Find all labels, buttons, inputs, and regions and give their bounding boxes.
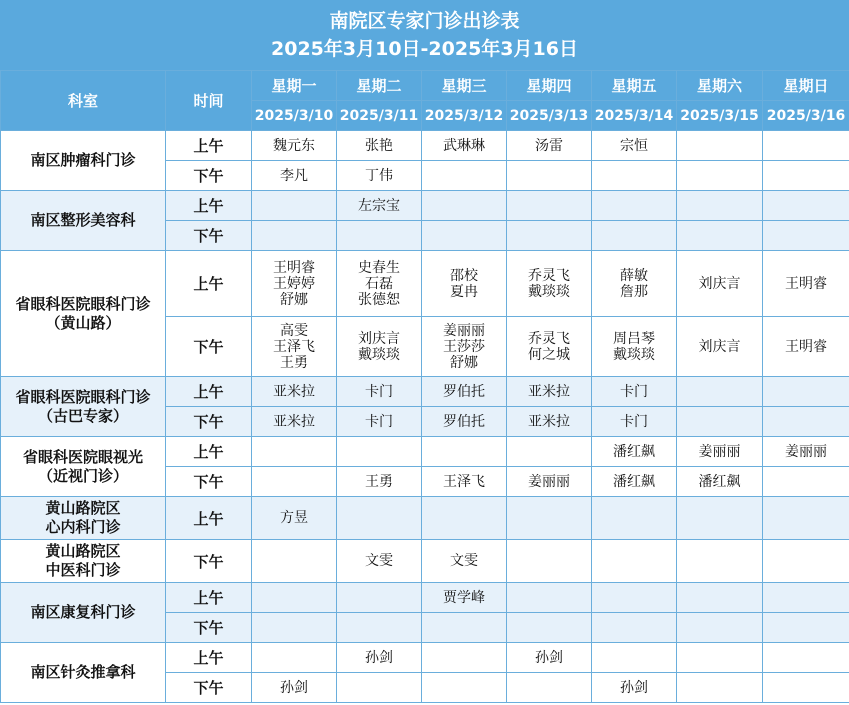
doctor-cell	[337, 467, 422, 497]
schedule-title	[0, 0, 849, 70]
doctor-cell	[677, 191, 763, 221]
doctor-name: 亚米拉	[273, 383, 315, 400]
header-day-name: 星期一	[252, 71, 337, 101]
doctor-cell	[677, 317, 763, 377]
session-time: 上午	[166, 437, 252, 467]
doctor-cell	[422, 251, 507, 317]
doctor-cell	[252, 161, 337, 191]
doctor-cell	[507, 191, 592, 221]
doctor-cell	[422, 407, 507, 437]
doctor-name: 贾学峰	[443, 589, 485, 606]
header-day-date: 2025/3/11	[337, 101, 422, 131]
doctor-name: 卡门	[365, 413, 393, 430]
doctor-cell	[763, 673, 849, 703]
doctor-name: 何之城	[528, 346, 570, 363]
header-day-date: 2025/3/12	[422, 101, 507, 131]
session-time: 上午	[166, 191, 252, 221]
doctor-cell	[592, 221, 677, 251]
doctor-cell	[422, 643, 507, 673]
department-name-line: 心内科门诊	[45, 518, 121, 536]
doctor-name: 王明睿	[785, 338, 827, 355]
doctor-cell	[763, 377, 849, 407]
schedule-row	[1, 131, 849, 161]
doctor-cell	[677, 643, 763, 673]
doctor-cell	[252, 467, 337, 497]
session-time: 下午	[166, 673, 252, 703]
doctor-cell	[592, 467, 677, 497]
doctor-name: 刘庆言	[358, 330, 400, 347]
doctor-name: 张艳	[365, 137, 393, 154]
department-name-line: 黄山路院区	[45, 499, 121, 517]
schedule-row	[1, 191, 849, 221]
schedule-row	[1, 251, 849, 317]
session-time: 下午	[166, 317, 252, 377]
department-name-line: 南区肿瘤科门诊	[30, 151, 136, 169]
doctor-name: 丁伟	[365, 167, 393, 184]
department-name	[1, 540, 166, 583]
doctor-cell	[507, 317, 592, 377]
department-name	[1, 131, 166, 191]
doctor-cell	[677, 161, 763, 191]
doctor-cell	[337, 251, 422, 317]
department-name-line: 省眼科医院眼科门诊	[15, 387, 151, 406]
doctor-cell	[422, 377, 507, 407]
doctor-cell	[422, 613, 507, 643]
department-name	[1, 377, 166, 437]
doctor-name: 左宗宝	[358, 197, 400, 214]
doctor-name: 高雯	[280, 322, 308, 339]
doctor-cell	[252, 613, 337, 643]
doctor-cell	[592, 251, 677, 317]
doctor-name: 潘红飙	[613, 473, 655, 490]
doctor-cell	[677, 251, 763, 317]
doctor-name: 周吕琴	[613, 330, 655, 347]
doctor-name: 姜丽丽	[785, 443, 827, 460]
doctor-cell	[337, 643, 422, 673]
session-time: 上午	[166, 131, 252, 161]
doctor-cell	[763, 540, 849, 583]
doctor-cell	[507, 467, 592, 497]
doctor-cell	[422, 437, 507, 467]
doctor-name: 卡门	[620, 413, 648, 430]
department-name-line: （古巴专家）	[37, 406, 128, 425]
department-name-line: 省眼科医院眼科门诊	[15, 294, 151, 313]
session-time: 上午	[166, 583, 252, 613]
doctor-cell	[592, 377, 677, 407]
doctor-cell	[763, 191, 849, 221]
doctor-name: 文雯	[365, 553, 393, 569]
doctor-cell	[337, 437, 422, 467]
doctor-cell	[252, 643, 337, 673]
doctor-name: 亚米拉	[528, 413, 570, 430]
doctor-cell	[337, 377, 422, 407]
header-time: 时间	[166, 71, 252, 131]
doctor-name: 夏冉	[450, 283, 478, 300]
doctor-name: 邵校	[450, 267, 478, 284]
doctor-cell	[763, 467, 849, 497]
doctor-cell	[337, 613, 422, 643]
session-time: 下午	[166, 467, 252, 497]
doctor-cell	[763, 613, 849, 643]
doctor-name: 舒娜	[450, 354, 478, 371]
schedule-row	[1, 540, 849, 583]
doctor-name: 孙剑	[535, 649, 563, 666]
doctor-name: 舒娜	[280, 291, 308, 308]
doctor-cell	[592, 613, 677, 643]
doctor-cell	[507, 583, 592, 613]
doctor-name: 戴琰琰	[358, 346, 400, 363]
session-time: 上午	[166, 251, 252, 317]
doctor-cell	[592, 497, 677, 540]
header-day-date: 2025/3/10	[252, 101, 337, 131]
department-name-line: 南区整形美容科	[30, 211, 136, 229]
header-day-date: 2025/3/13	[507, 101, 592, 131]
doctor-cell	[337, 161, 422, 191]
doctor-name: 姜丽丽	[528, 473, 570, 490]
doctor-name: 宗恒	[620, 137, 648, 154]
header-day-name: 星期五	[592, 71, 677, 101]
doctor-name: 罗伯托	[443, 383, 485, 400]
header-day-name: 星期六	[677, 71, 763, 101]
doctor-cell	[337, 317, 422, 377]
doctor-name: 戴琰琰	[528, 283, 570, 300]
department-name-line: 南区康复科门诊	[30, 603, 136, 621]
doctor-cell	[592, 131, 677, 161]
doctor-cell	[422, 161, 507, 191]
doctor-cell	[763, 497, 849, 540]
doctor-cell	[677, 497, 763, 540]
doctor-cell	[677, 221, 763, 251]
doctor-cell	[252, 377, 337, 407]
doctor-name: 薛敏	[620, 267, 648, 284]
department-name	[1, 251, 166, 377]
doctor-name: 石磊	[365, 275, 393, 292]
header-day-date: 2025/3/16	[763, 101, 849, 131]
doctor-cell	[507, 497, 592, 540]
schedule-table	[0, 70, 849, 703]
doctor-name: 王莎莎	[443, 338, 485, 355]
doctor-cell	[507, 377, 592, 407]
session-time: 上午	[166, 497, 252, 540]
doctor-cell	[592, 643, 677, 673]
doctor-cell	[252, 437, 337, 467]
doctor-cell	[677, 377, 763, 407]
doctor-name: 姜丽丽	[698, 443, 741, 460]
doctor-name: 王泽飞	[273, 338, 315, 355]
doctor-name: 乔灵飞	[528, 267, 570, 284]
doctor-cell	[677, 467, 763, 497]
doctor-name: 汤雷	[535, 137, 563, 154]
doctor-cell	[422, 540, 507, 583]
doctor-cell	[507, 437, 592, 467]
department-name	[1, 191, 166, 251]
session-time: 下午	[166, 161, 252, 191]
doctor-cell	[337, 191, 422, 221]
doctor-cell	[507, 673, 592, 703]
doctor-name: 李凡	[280, 167, 308, 184]
session-time: 下午	[166, 613, 252, 643]
doctor-cell	[337, 221, 422, 251]
department-name-line: （近视门诊）	[37, 466, 128, 485]
doctor-name: 刘庆言	[698, 338, 741, 355]
doctor-name: 亚米拉	[528, 383, 570, 400]
doctor-cell	[763, 161, 849, 191]
header-day-name: 星期三	[422, 71, 507, 101]
doctor-name: 王明睿	[785, 275, 827, 292]
doctor-cell	[763, 437, 849, 467]
department-name	[1, 497, 166, 540]
department-name	[1, 643, 166, 703]
doctor-cell	[763, 583, 849, 613]
doctor-name: 方昱	[280, 510, 308, 526]
doctor-cell	[422, 317, 507, 377]
department-name-line: 中医科门诊	[45, 561, 121, 579]
doctor-cell	[422, 583, 507, 613]
doctor-cell	[252, 317, 337, 377]
doctor-cell	[252, 583, 337, 613]
department-name-line: （黄山路）	[45, 313, 121, 332]
doctor-cell	[592, 673, 677, 703]
doctor-name: 孙剑	[620, 679, 648, 696]
doctor-cell	[763, 221, 849, 251]
doctor-cell	[252, 131, 337, 161]
header-day-name: 星期二	[337, 71, 422, 101]
session-time: 上午	[166, 377, 252, 407]
doctor-cell	[507, 643, 592, 673]
session-time: 下午	[166, 540, 252, 583]
doctor-name: 潘红飙	[698, 473, 741, 490]
doctor-cell	[422, 467, 507, 497]
doctor-cell	[507, 251, 592, 317]
schedule-row	[1, 583, 849, 613]
schedule-row	[1, 643, 849, 673]
doctor-cell	[422, 191, 507, 221]
doctor-name: 潘红飙	[613, 443, 655, 460]
doctor-name: 亚米拉	[273, 413, 315, 430]
doctor-cell	[252, 191, 337, 221]
header-day-date: 2025/3/14	[592, 101, 677, 131]
doctor-cell	[507, 131, 592, 161]
department-name-line: 南区针灸推拿科	[30, 663, 136, 681]
schedule-row	[1, 437, 849, 467]
title-line-1: 南院区专家门诊出诊表	[329, 10, 520, 32]
header-dept: 科室	[1, 71, 166, 131]
doctor-cell	[507, 407, 592, 437]
doctor-cell	[677, 613, 763, 643]
doctor-cell	[677, 407, 763, 437]
doctor-cell	[592, 407, 677, 437]
doctor-cell	[592, 583, 677, 613]
doctor-name: 孙剑	[280, 679, 308, 696]
doctor-cell	[252, 407, 337, 437]
doctor-cell	[337, 131, 422, 161]
doctor-cell	[592, 191, 677, 221]
doctor-cell	[677, 540, 763, 583]
doctor-cell	[592, 161, 677, 191]
doctor-cell	[337, 497, 422, 540]
doctor-cell	[677, 673, 763, 703]
title-line-2: 2025年3月10日-2025年3月16日	[271, 38, 578, 60]
header-day-name: 星期日	[763, 71, 849, 101]
session-time: 下午	[166, 221, 252, 251]
doctor-name: 魏元东	[273, 137, 315, 154]
doctor-name: 史春生	[358, 259, 400, 276]
doctor-cell	[252, 497, 337, 540]
schedule-row	[1, 377, 849, 407]
doctor-cell	[677, 583, 763, 613]
doctor-cell	[422, 221, 507, 251]
doctor-cell	[763, 407, 849, 437]
doctor-name: 王勇	[365, 473, 393, 490]
doctor-cell	[592, 437, 677, 467]
doctor-cell	[677, 131, 763, 161]
doctor-name: 王明睿	[273, 259, 315, 276]
doctor-name: 张德恕	[358, 291, 400, 308]
doctor-cell	[252, 540, 337, 583]
doctor-cell	[337, 540, 422, 583]
doctor-name: 王勇	[280, 354, 308, 371]
doctor-cell	[763, 131, 849, 161]
doctor-name: 文雯	[450, 553, 478, 569]
doctor-cell	[422, 673, 507, 703]
doctor-name: 戴琰琰	[613, 346, 655, 363]
doctor-name: 王泽飞	[443, 473, 485, 490]
doctor-cell	[763, 643, 849, 673]
doctor-cell	[422, 497, 507, 540]
doctor-cell	[507, 540, 592, 583]
doctor-name: 乔灵飞	[528, 330, 570, 347]
doctor-cell	[252, 221, 337, 251]
doctor-name: 詹那	[620, 283, 648, 300]
department-name	[1, 583, 166, 643]
session-time: 上午	[166, 643, 252, 673]
doctor-name: 武琳琳	[443, 137, 485, 154]
header-day-date: 2025/3/15	[677, 101, 763, 131]
department-name-line: 黄山路院区	[45, 542, 121, 560]
doctor-cell	[252, 673, 337, 703]
doctor-cell	[763, 317, 849, 377]
doctor-cell	[763, 251, 849, 317]
doctor-cell	[337, 673, 422, 703]
department-name-line: 省眼科医院眼视光	[22, 447, 143, 466]
schedule-row	[1, 497, 849, 540]
doctor-name: 王婷婷	[273, 275, 315, 292]
doctor-name: 姜丽丽	[443, 322, 485, 339]
doctor-name: 卡门	[365, 383, 393, 400]
doctor-cell	[507, 161, 592, 191]
doctor-cell	[422, 131, 507, 161]
doctor-name: 刘庆言	[698, 275, 741, 292]
doctor-cell	[592, 540, 677, 583]
doctor-cell	[507, 613, 592, 643]
header-day-name: 星期四	[507, 71, 592, 101]
doctor-cell	[337, 583, 422, 613]
doctor-name: 卡门	[620, 383, 648, 400]
doctor-cell	[507, 221, 592, 251]
doctor-name: 孙剑	[365, 649, 393, 666]
doctor-name: 罗伯托	[443, 413, 485, 430]
doctor-cell	[252, 251, 337, 317]
doctor-cell	[677, 437, 763, 467]
doctor-cell	[592, 317, 677, 377]
session-time: 下午	[166, 407, 252, 437]
doctor-cell	[337, 407, 422, 437]
department-name	[1, 437, 166, 497]
